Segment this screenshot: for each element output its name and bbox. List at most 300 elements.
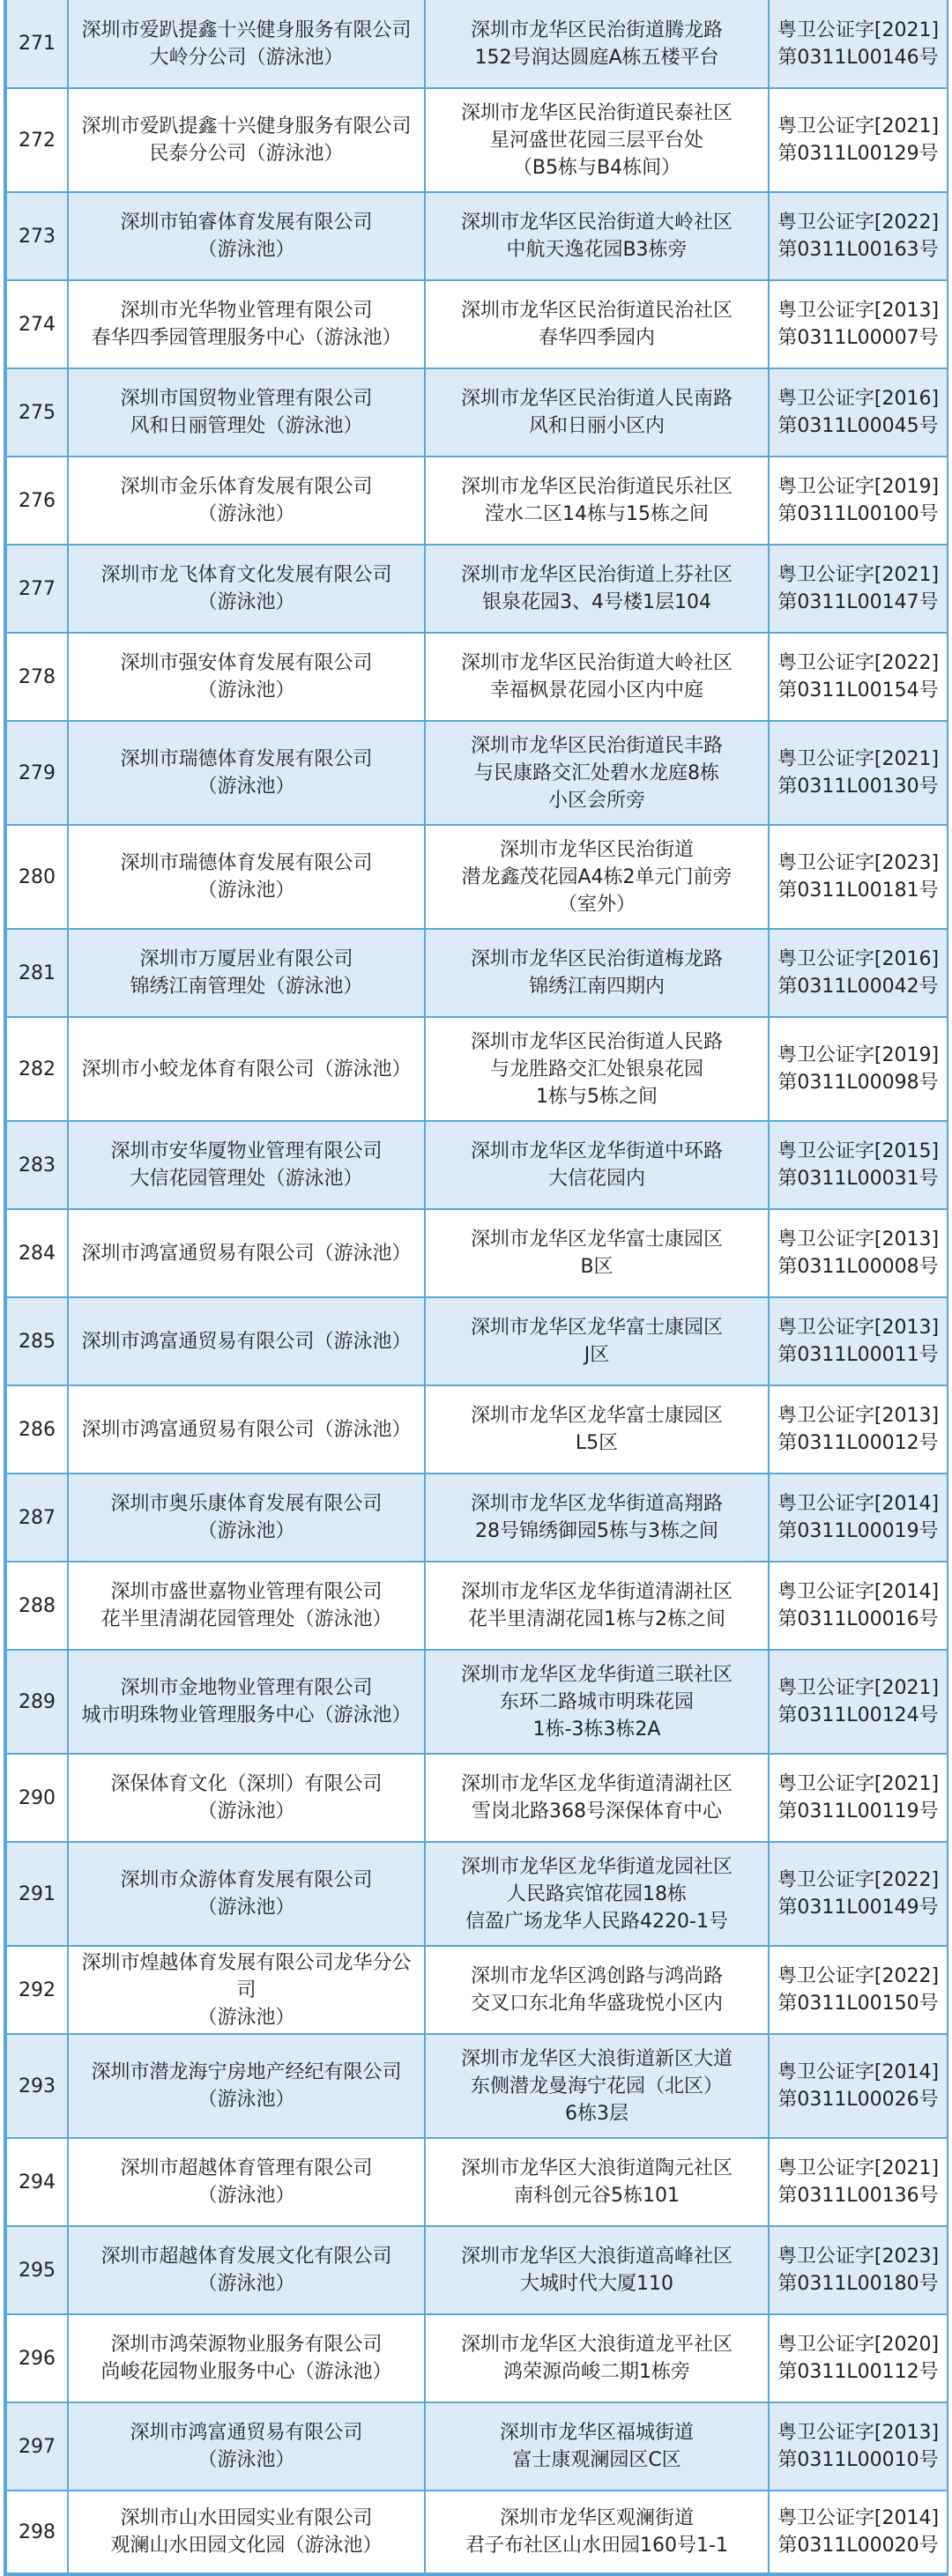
- certificate-number-cell-line: 粤卫公证字[2013]: [777, 1229, 940, 1251]
- row-number: 283: [6, 1121, 68, 1209]
- company-name-cell-line: 深保体育文化（深圳）有限公司: [110, 1773, 383, 1795]
- address-cell: [425, 0, 769, 88]
- company-name-cell-line: （游泳池）: [197, 1520, 295, 1542]
- company-name-cell-line: 深圳市龙飞体育文化发展有限公司: [100, 564, 392, 586]
- row-number: 298: [6, 2491, 68, 2573]
- address-cell-line: 信盈广场龙华人民路4220-1号: [465, 1910, 728, 1933]
- address-cell: [425, 2034, 769, 2138]
- certificate-number-cell-line: 第0311L00149号: [777, 1897, 939, 1919]
- row-number: 293: [6, 2034, 68, 2138]
- address-cell-line: 交叉口东北角华盛珑悦小区内: [470, 1993, 723, 2015]
- certificate-number-cell-line: 粤卫公证字[2021]: [777, 564, 940, 586]
- company-name-cell-line: （游泳池）: [197, 503, 295, 525]
- address-cell: [425, 192, 769, 280]
- company-name-cell: [68, 2138, 425, 2226]
- address-cell-line: 深圳市龙华区龙华街道龙园社区: [460, 1855, 733, 1878]
- company-name-cell: [68, 0, 425, 88]
- certificate-number-cell-line: 第0311L00129号: [777, 143, 939, 165]
- row-number: 277: [6, 545, 68, 633]
- company-name-cell-line: （游泳池）: [197, 776, 295, 798]
- certificate-number-cell: [769, 929, 948, 1017]
- address-cell-line: 深圳市龙华区民治街道民乐社区: [460, 476, 733, 498]
- address-cell: [425, 2314, 769, 2402]
- certificate-number-cell-line: 第0311L00154号: [777, 679, 939, 702]
- certificate-number-cell-line: 第0311L00007号: [777, 327, 939, 349]
- certificate-number-cell: [769, 825, 948, 929]
- company-name-cell-line: （游泳池）: [197, 2449, 295, 2471]
- address-cell-line: 中航天逸花园B3栋旁: [506, 239, 688, 261]
- address-cell-line: （室外）: [557, 893, 636, 916]
- address-cell-line: 鸿荣源尚峻二期1栋旁: [503, 2361, 690, 2383]
- company-name-cell-line: 深圳市光华物业管理有限公司: [120, 300, 373, 322]
- address-cell: [425, 929, 769, 1017]
- company-name-cell: [68, 192, 425, 280]
- address-cell-line: J区: [584, 1344, 610, 1366]
- table-row: [6, 1650, 948, 1754]
- certificate-number-cell: [769, 1842, 948, 1946]
- table-row: [6, 1562, 948, 1650]
- certificate-number-cell: [769, 2491, 948, 2573]
- certificate-number-cell-line: 第0311L00011号: [777, 1344, 939, 1366]
- row-number: 273: [6, 192, 68, 280]
- address-cell-line: 春华四季园内: [538, 327, 655, 349]
- certificate-number-cell: [769, 2138, 948, 2226]
- certificate-number-cell-line: 粤卫公证字[2014]: [777, 2507, 940, 2529]
- table-row: [6, 1385, 948, 1474]
- certificate-number-cell-line: 第0311L00010号: [777, 2449, 939, 2471]
- company-name-cell: [68, 1562, 425, 1650]
- certificate-number-cell-line: 第0311L00181号: [777, 880, 939, 902]
- certificate-number-cell-line: 第0311L00136号: [777, 2185, 939, 2207]
- certificate-number-cell: [769, 457, 948, 545]
- company-name-cell-line: 深圳市鸿荣源物业服务有限公司: [110, 2334, 383, 2356]
- company-name-cell: [68, 545, 425, 633]
- certificate-number-cell: [769, 1297, 948, 1385]
- company-name-cell-line: （游泳池）: [197, 2185, 295, 2207]
- table-row: [6, 2226, 948, 2314]
- row-number: 282: [6, 1017, 68, 1121]
- certificate-number-cell-line: 粤卫公证字[2021]: [777, 19, 940, 41]
- company-name-cell-line: 深圳市万厦居业有限公司: [139, 948, 353, 970]
- address-cell: [425, 1474, 769, 1562]
- certificate-number-cell-line: 粤卫公证字[2014]: [777, 2061, 940, 2083]
- table-row: [6, 2138, 948, 2226]
- certificate-number-cell-line: 粤卫公证字[2022]: [777, 652, 940, 674]
- company-name-cell-line: 春华四季园管理服务中心（游泳池）: [91, 327, 402, 349]
- address-cell-line: 潜龙鑫茂花园A4栋2单元门前旁: [461, 865, 733, 888]
- row-number: 279: [6, 721, 68, 825]
- table-row: [6, 457, 948, 545]
- address-cell-line: 君子布社区山水田园160号1-1: [465, 2535, 728, 2557]
- address-cell: [425, 1121, 769, 1209]
- certificate-number-cell-line: 第0311L00150号: [777, 1993, 939, 2015]
- company-name-cell-line: 大岭分公司（游泳池）: [149, 46, 344, 69]
- address-cell: [425, 1946, 769, 2034]
- company-name-cell-line: 深圳市国贸物业管理有限公司: [120, 388, 373, 410]
- certificate-number-cell-line: 第0311L00163号: [777, 239, 939, 261]
- company-name-cell-line: 深圳市小蛟龙体育有限公司（游泳池）: [81, 1058, 412, 1080]
- table-row: [6, 1842, 948, 1946]
- address-cell-line: 1栋与5栋之间: [536, 1085, 658, 1108]
- address-cell: [425, 1562, 769, 1650]
- address-cell-line: 深圳市龙华区龙华街道清湖社区: [460, 1581, 733, 1603]
- company-name-cell-line: （游泳池）: [197, 2089, 295, 2111]
- address-cell-line: 风和日丽小区内: [528, 415, 665, 437]
- table-row: [6, 1121, 948, 1209]
- certificate-number-cell-line: 第0311L00130号: [777, 776, 939, 798]
- certificate-number-cell: [769, 2034, 948, 2138]
- address-cell-line: （B5栋与B4栋间）: [512, 156, 681, 179]
- address-cell-line: 深圳市龙华区民治街道上芬社区: [460, 564, 733, 586]
- certificate-number-cell-line: 第0311L00147号: [777, 591, 939, 613]
- address-cell-line: 深圳市龙华区龙华街道清湖社区: [460, 1773, 733, 1795]
- company-name-cell-line: 风和日丽管理处（游泳池）: [130, 415, 363, 437]
- row-number: 287: [6, 1474, 68, 1562]
- address-cell: [425, 88, 769, 192]
- certificate-number-cell-line: 第0311L00016号: [777, 1608, 939, 1630]
- table-row: [6, 1754, 948, 1842]
- address-cell: [425, 1209, 769, 1297]
- certificate-table: [5, 0, 948, 2574]
- certificate-number-cell-line: 粤卫公证字[2013]: [777, 1405, 940, 1427]
- table-body: [6, 0, 948, 2573]
- company-name-cell: [68, 280, 425, 368]
- certificate-number-cell-line: 第0311L00020号: [777, 2535, 939, 2557]
- certificate-number-cell-line: 第0311L00146号: [777, 46, 939, 69]
- address-cell-line: 富士康观澜园区C区: [512, 2449, 681, 2471]
- row-number: 286: [6, 1385, 68, 1474]
- company-name-cell-line: 深圳市鸿富通贸易有限公司: [130, 2422, 363, 2444]
- address-cell-line: 南科创元谷5栋101: [514, 2185, 680, 2207]
- certificate-number-cell-line: 第0311L00119号: [777, 1800, 939, 1823]
- address-cell: [425, 368, 769, 457]
- address-cell-line: 东侧潜龙曼海宁花园（北区）: [470, 2075, 723, 2097]
- certificate-number-cell: [769, 0, 948, 88]
- row-number: 271: [6, 0, 68, 88]
- company-name-cell-line: 深圳市煌越体育发展有限公司龙华分公司: [81, 1951, 412, 2001]
- certificate-number-cell: [769, 633, 948, 721]
- company-name-cell-line: 深圳市鸿富通贸易有限公司（游泳池）: [81, 1242, 412, 1265]
- address-cell: [425, 2402, 769, 2491]
- address-cell: [425, 1754, 769, 1842]
- company-name-cell: [68, 1209, 425, 1297]
- company-name-cell-line: （游泳池）: [197, 679, 295, 702]
- address-cell-line: 深圳市龙华区鸿创路与鸿尚路: [470, 1965, 723, 1987]
- address-cell-line: 深圳市龙华区民治街道民泰社区: [460, 101, 733, 124]
- company-name-cell: [68, 1650, 425, 1754]
- row-number: 290: [6, 1754, 68, 1842]
- company-name-cell-line: 深圳市瑞德体育发展有限公司: [120, 852, 373, 874]
- certificate-number-cell: [769, 1650, 948, 1754]
- certificate-number-cell-line: 粤卫公证字[2023]: [777, 2246, 940, 2268]
- row-number: 281: [6, 929, 68, 1017]
- company-name-cell-line: 深圳市超越体育管理有限公司: [120, 2157, 373, 2179]
- certificate-number-cell: [769, 192, 948, 280]
- row-number: 278: [6, 633, 68, 721]
- certificate-number-cell-line: 第0311L00112号: [777, 2361, 939, 2383]
- address-cell: [425, 1017, 769, 1121]
- certificate-number-cell-line: 粤卫公证字[2016]: [777, 948, 940, 970]
- certificate-number-cell-line: 粤卫公证字[2016]: [777, 388, 940, 410]
- certificate-number-cell: [769, 88, 948, 192]
- company-name-cell-line: （游泳池）: [197, 2006, 295, 2029]
- certificate-number-cell-line: 第0311L00124号: [777, 1704, 939, 1726]
- address-cell: [425, 2138, 769, 2226]
- company-name-cell-line: 深圳市瑞德体育发展有限公司: [120, 748, 373, 770]
- certificate-number-cell: [769, 2402, 948, 2491]
- company-name-cell: [68, 1121, 425, 1209]
- table-row: [6, 88, 948, 192]
- company-name-cell-line: （游泳池）: [197, 880, 295, 902]
- certificate-number-cell: [769, 1946, 948, 2034]
- certificate-number-cell-line: 粤卫公证字[2015]: [777, 1140, 940, 1162]
- company-name-cell: [68, 1946, 425, 2034]
- certificate-number-cell: [769, 2226, 948, 2314]
- address-cell-line: 深圳市龙华区大浪街道陶元社区: [460, 2157, 733, 2179]
- table-row: [6, 1297, 948, 1385]
- company-name-cell: [68, 1754, 425, 1842]
- certificate-number-cell-line: 第0311L00180号: [777, 2273, 939, 2295]
- table-row: [6, 0, 948, 88]
- company-name-cell-line: 城市明珠物业管理服务中心（游泳池）: [81, 1704, 412, 1726]
- row-number: 285: [6, 1297, 68, 1385]
- table-row: [6, 1474, 948, 1562]
- company-name-cell-line: 深圳市奥乐康体育发展有限公司: [110, 1493, 383, 1515]
- certificate-number-cell: [769, 1017, 948, 1121]
- certificate-number-cell-line: 第0311L00026号: [777, 2089, 939, 2111]
- company-name-cell: [68, 2226, 425, 2314]
- certificate-number-cell-line: 第0311L00042号: [777, 976, 939, 998]
- row-number: 274: [6, 280, 68, 368]
- address-cell-line: B区: [580, 1256, 614, 1278]
- company-name-cell-line: 深圳市强安体育发展有限公司: [120, 652, 373, 674]
- table-row: [6, 2034, 948, 2138]
- table-row: [6, 825, 948, 929]
- row-number: 284: [6, 1209, 68, 1297]
- company-name-cell-line: 锦绣江南管理处（游泳池）: [130, 976, 363, 998]
- certificate-number-cell-line: 第0311L00045号: [777, 415, 939, 437]
- address-cell-line: 雪岗北路368号深保体育中心: [472, 1800, 722, 1823]
- table-row: [6, 1017, 948, 1121]
- company-name-cell-line: 深圳市山水田园实业有限公司: [120, 2507, 373, 2529]
- certificate-number-cell-line: 粤卫公证字[2014]: [777, 1581, 940, 1603]
- row-number: 296: [6, 2314, 68, 2402]
- company-name-cell-line: （游泳池）: [197, 591, 295, 613]
- company-name-cell-line: 深圳市鸿富通贸易有限公司（游泳池）: [81, 1418, 412, 1441]
- certificate-number-cell-line: 粤卫公证字[2022]: [777, 1869, 940, 1891]
- address-cell-line: 与民康路交汇处碧水龙庭8栋: [474, 761, 719, 784]
- certificate-number-cell: [769, 1562, 948, 1650]
- row-number: 275: [6, 368, 68, 457]
- table-row: [6, 929, 948, 1017]
- certificate-number-cell-line: 粤卫公证字[2022]: [777, 212, 940, 234]
- certificate-number-cell-line: 第0311L00100号: [777, 503, 939, 525]
- address-cell: [425, 721, 769, 825]
- table-row: [6, 2402, 948, 2491]
- address-cell-line: 6栋3层: [565, 2102, 628, 2125]
- address-cell-line: 与龙胜路交汇处银泉花园: [489, 1058, 703, 1080]
- company-name-cell-line: 民泰分公司（游泳池）: [149, 143, 344, 165]
- row-number: 294: [6, 2138, 68, 2226]
- address-cell-line: 深圳市龙华区民治街道民治社区: [460, 300, 733, 322]
- company-name-cell: [68, 633, 425, 721]
- address-cell-line: 银泉花园3、4号楼1层104: [482, 591, 711, 613]
- address-cell: [425, 1297, 769, 1385]
- address-cell-line: L5区: [575, 1432, 619, 1454]
- certificate-number-cell-line: 第0311L00012号: [777, 1432, 939, 1454]
- certificate-number-cell-line: 第0311L00008号: [777, 1256, 939, 1278]
- table-row: [6, 368, 948, 457]
- certificate-number-cell-line: 粤卫公证字[2020]: [777, 2334, 940, 2356]
- address-cell-line: 深圳市龙华区民治街道大岭社区: [460, 652, 733, 674]
- address-cell-line: 深圳市龙华区福城街道: [499, 2422, 694, 2444]
- company-name-cell-line: 尚峻花园物业服务中心（游泳池）: [100, 2361, 392, 2383]
- company-name-cell-line: 大信花园管理处（游泳池）: [130, 1168, 363, 1190]
- row-number: 276: [6, 457, 68, 545]
- certificate-table-container: [4, 0, 948, 2576]
- address-cell-line: 深圳市龙华区龙华街道高翔路: [470, 1493, 723, 1515]
- address-cell-line: 深圳市龙华区民治街道梅龙路: [470, 948, 723, 970]
- address-cell-line: 28号锦绣御园5栋与3栋之间: [475, 1520, 718, 1542]
- table-row: [6, 280, 948, 368]
- address-cell-line: 深圳市龙华区大浪街道新区大道: [460, 2047, 733, 2070]
- company-name-cell: [68, 457, 425, 545]
- table-row: [6, 545, 948, 633]
- certificate-number-cell-line: 粤卫公证字[2021]: [777, 115, 940, 137]
- company-name-cell-line: 深圳市潜龙海宁房地产经纪有限公司: [91, 2061, 402, 2083]
- address-cell-line: 花半里清湖花园1栋与2栋之间: [468, 1608, 725, 1630]
- certificate-number-cell-line: 粤卫公证字[2021]: [777, 1677, 940, 1699]
- address-cell-line: 深圳市龙华区民治街道: [499, 838, 694, 861]
- address-cell: [425, 1650, 769, 1754]
- address-cell: [425, 545, 769, 633]
- company-name-cell: [68, 1017, 425, 1121]
- company-name-cell-line: （游泳池）: [197, 1800, 295, 1823]
- address-cell: [425, 2491, 769, 2573]
- company-name-cell: [68, 929, 425, 1017]
- company-name-cell-line: 深圳市安华厦物业管理有限公司: [110, 1140, 383, 1162]
- row-number: 288: [6, 1562, 68, 1650]
- address-cell-line: 152号润达圆庭A栋五楼平台: [474, 46, 719, 69]
- address-cell-line: 大信花园内: [547, 1168, 645, 1190]
- company-name-cell-line: 深圳市超越体育发展文化有限公司: [100, 2246, 392, 2268]
- certificate-number-cell-line: 粤卫公证字[2021]: [777, 2157, 940, 2179]
- certificate-number-cell-line: 粤卫公证字[2013]: [777, 2422, 940, 2444]
- certificate-number-cell-line: 粤卫公证字[2019]: [777, 476, 940, 498]
- certificate-number-cell: [769, 1209, 948, 1297]
- address-cell-line: 深圳市龙华区大浪街道龙平社区: [460, 2334, 733, 2356]
- company-name-cell-line: 观澜山水田园文化园（游泳池）: [110, 2535, 383, 2557]
- company-name-cell-line: （游泳池）: [197, 239, 295, 261]
- certificate-number-cell: [769, 545, 948, 633]
- address-cell-line: 深圳市龙华区民治街道人民南路: [460, 388, 733, 410]
- address-cell: [425, 1842, 769, 1946]
- row-number: 292: [6, 1946, 68, 2034]
- address-cell-line: 深圳市龙华区龙华富士康园区: [470, 1405, 723, 1427]
- certificate-number-cell-line: 粤卫公证字[2023]: [777, 852, 940, 874]
- certificate-number-cell: [769, 280, 948, 368]
- table-row: [6, 1946, 948, 2034]
- certificate-number-cell-line: 粤卫公证字[2021]: [777, 1773, 940, 1795]
- certificate-number-cell: [769, 2314, 948, 2402]
- company-name-cell-line: （游泳池）: [197, 2273, 295, 2295]
- address-cell-line: 深圳市龙华区龙华街道三联社区: [460, 1663, 733, 1686]
- address-cell-line: 深圳市龙华区大浪街道高峰社区: [460, 2246, 733, 2268]
- company-name-cell: [68, 2402, 425, 2491]
- company-name-cell: [68, 2034, 425, 2138]
- company-name-cell: [68, 1297, 425, 1385]
- table-row: [6, 1209, 948, 1297]
- address-cell-line: 深圳市龙华区龙华街道中环路: [470, 1140, 723, 1162]
- certificate-number-cell: [769, 721, 948, 825]
- certificate-number-cell: [769, 1121, 948, 1209]
- address-cell-line: 星河盛世花园三层平台处: [489, 129, 703, 152]
- row-number: 280: [6, 825, 68, 929]
- address-cell-line: 深圳市龙华区龙华富士康园区: [470, 1229, 723, 1251]
- company-name-cell: [68, 368, 425, 457]
- company-name-cell: [68, 2314, 425, 2402]
- address-cell-line: 幸福枫景花园小区内中庭: [489, 679, 703, 702]
- certificate-number-cell: [769, 1474, 948, 1562]
- certificate-number-cell-line: 第0311L00019号: [777, 1520, 939, 1542]
- certificate-number-cell-line: 粤卫公证字[2013]: [777, 300, 940, 322]
- address-cell-line: 深圳市龙华区龙华富士康园区: [470, 1317, 723, 1339]
- company-name-cell-line: 深圳市金地物业管理有限公司: [120, 1677, 373, 1699]
- company-name-cell: [68, 88, 425, 192]
- address-cell-line: 大城时代大厦110: [520, 2273, 673, 2295]
- company-name-cell-line: （游泳池）: [197, 1897, 295, 1919]
- company-name-cell: [68, 1474, 425, 1562]
- company-name-cell-line: 深圳市盛世嘉物业管理有限公司: [110, 1581, 383, 1603]
- address-cell: [425, 633, 769, 721]
- certificate-number-cell: [769, 1385, 948, 1474]
- address-cell-line: 锦绣江南四期内: [528, 976, 665, 998]
- certificate-number-cell-line: 粤卫公证字[2022]: [777, 1965, 940, 1987]
- address-cell-line: 人民路宾馆花园18栋: [507, 1882, 687, 1905]
- company-name-cell-line: 深圳市众游体育发展有限公司: [120, 1869, 373, 1891]
- table-row: [6, 2314, 948, 2402]
- company-name-cell-line: 深圳市爱趴提鑫十兴健身服务有限公司: [81, 115, 412, 137]
- address-cell: [425, 280, 769, 368]
- certificate-number-cell-line: 第0311L00031号: [777, 1168, 939, 1190]
- address-cell-line: 深圳市龙华区民治街道大岭社区: [460, 212, 733, 234]
- certificate-number-cell-line: 粤卫公证字[2019]: [777, 1044, 940, 1066]
- address-cell: [425, 457, 769, 545]
- company-name-cell-line: 深圳市金乐体育发展有限公司: [120, 476, 373, 498]
- address-cell: [425, 1385, 769, 1474]
- address-cell-line: 深圳市龙华区民治街道人民路: [470, 1030, 723, 1053]
- certificate-number-cell-line: 粤卫公证字[2014]: [777, 1493, 940, 1515]
- row-number: 297: [6, 2402, 68, 2491]
- address-cell-line: 深圳市龙华区民治街道腾龙路: [470, 19, 723, 41]
- table-row: [6, 633, 948, 721]
- certificate-number-cell: [769, 368, 948, 457]
- company-name-cell-line: 深圳市爱趴提鑫十兴健身服务有限公司: [81, 19, 412, 41]
- certificate-number-cell-line: 粤卫公证字[2013]: [777, 1317, 940, 1339]
- row-number: 291: [6, 1842, 68, 1946]
- certificate-number-cell-line: 第0311L00098号: [777, 1072, 939, 1094]
- address-cell: [425, 825, 769, 929]
- table-row: [6, 2491, 948, 2573]
- company-name-cell: [68, 2491, 425, 2573]
- certificate-number-cell: [769, 1754, 948, 1842]
- address-cell-line: 1栋-3栋3栋2A: [532, 1718, 661, 1741]
- row-number: 272: [6, 88, 68, 192]
- company-name-cell-line: 花半里清湖花园管理处（游泳池）: [100, 1608, 392, 1630]
- row-number: 295: [6, 2226, 68, 2314]
- address-cell-line: 滢水二区14栋与15栋之间: [485, 503, 709, 525]
- company-name-cell: [68, 1385, 425, 1474]
